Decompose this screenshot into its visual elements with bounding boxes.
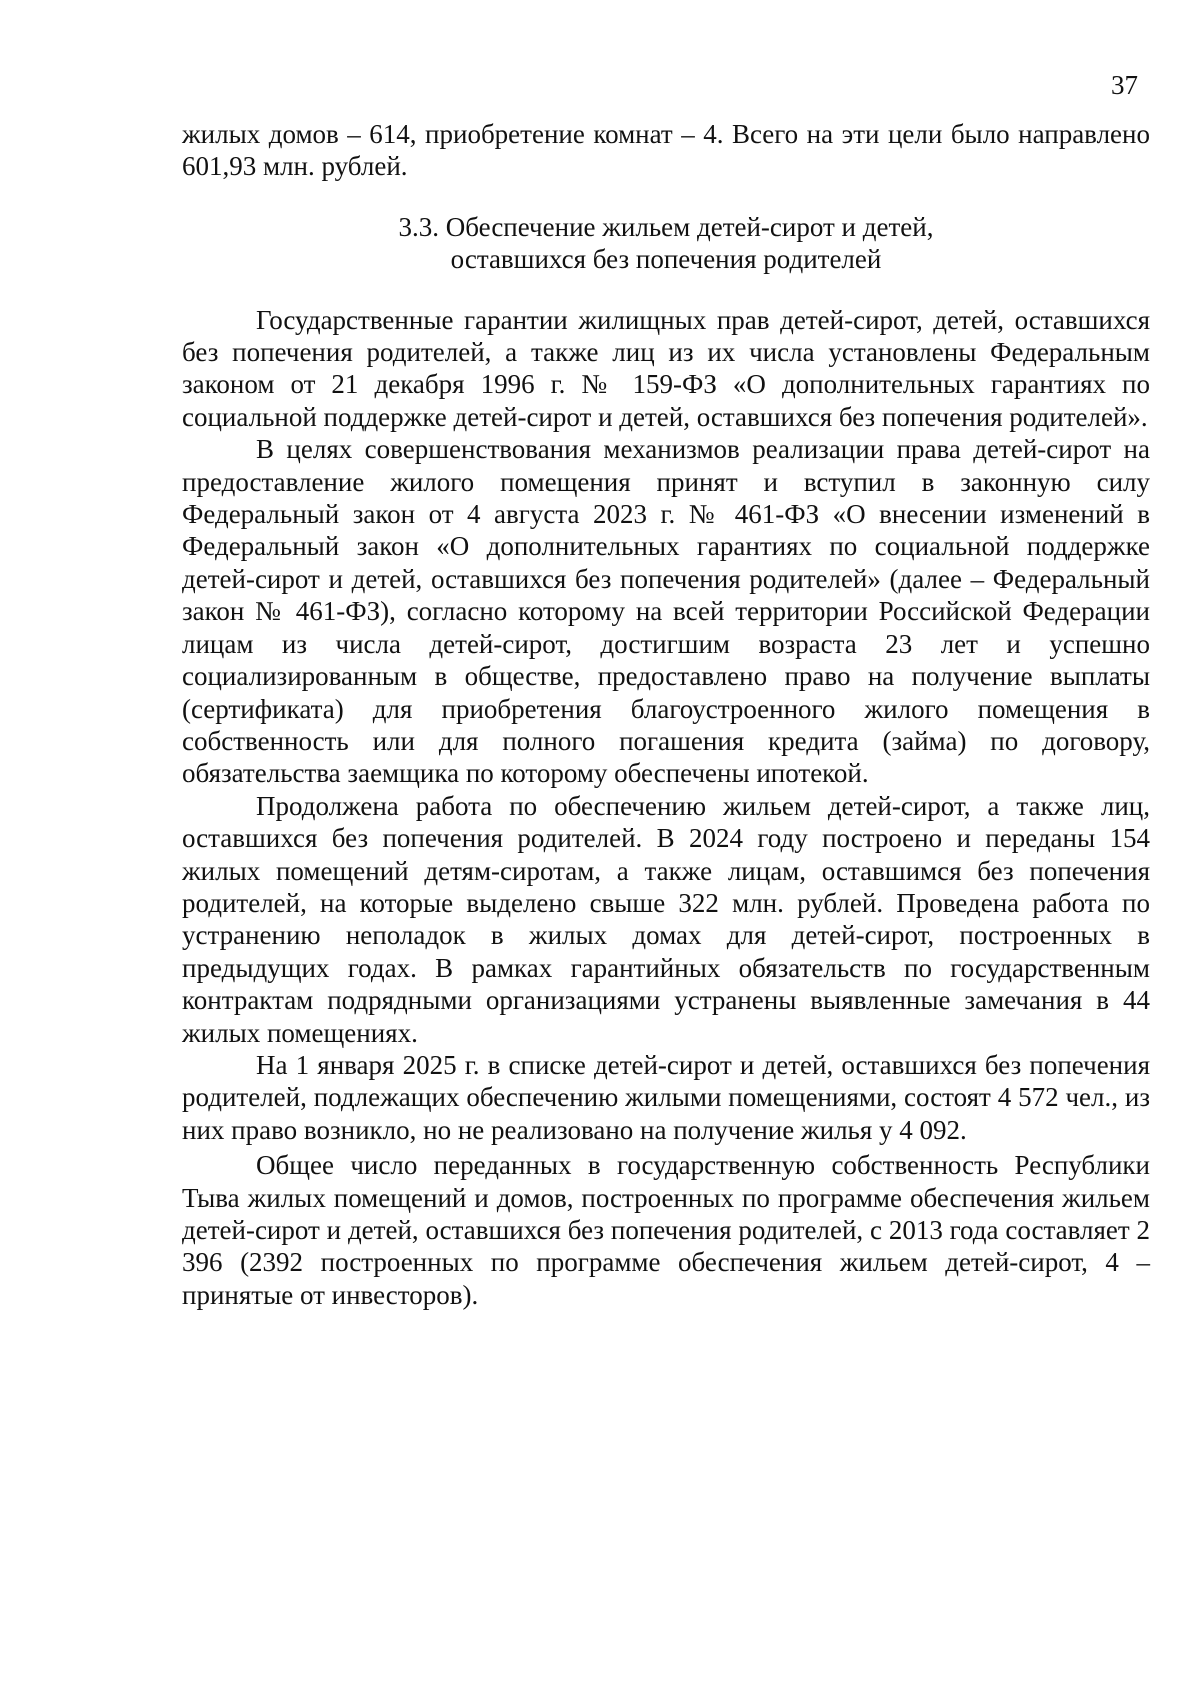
section-heading-line-2: оставшихся без попечения родителей: [450, 244, 882, 275]
intro-paragraph: жилых домов – 614, приобретение комнат – 4. Всего на эти цели было направлено 601,93 млн. рублей.: [182, 119, 1150, 182]
paragraph-housing-2024: Продолжена работа по обеспечению жильем детей-сирот, а также лиц, оставшихся без попечения родителей. В 2024 году построено и переданы 154 жилых помещений детям-сиротам, а также лицам, оставшимся без попечения родителей, на которые выделено свыше 322 млн. рублей. Проведена работа по устранению неполадок в жилых домах для детей-сирот, построенных в предыдущих годах. В рамках гарантийных обязательств по государственным контрактам подрядными организациями устранены выявленные замечания в 44 жилых помещениях.: [182, 790, 1150, 1048]
paragraph-waiting-list: На 1 января 2025 г. в списке детей-сирот и детей, оставшихся без попечения родителей, подлежащих обеспечению жилыми помещениями, состоят 4 572 чел., из них право возникло, но не реализовано на получение жилья у 4 092.: [182, 1049, 1150, 1145]
section-heading-line-1: 3.3. Обеспечение жильем детей-сирот и детей,: [398, 211, 934, 242]
paragraph-total-transferred: Общее число переданных в государственную собственность Республики Тыва жилых помещений и домов, построенных по программе обеспечения жильем детей-сирот и детей, оставшихся без попечения родителей, с 2013 года составляет 2 396 (2392 построенных по программе обеспечения жильем детей-сирот, 4 – принятые от инвесторов).: [182, 1150, 1150, 1310]
page-number: 37: [1111, 70, 1138, 100]
paragraph-guarantees: Государственные гарантии жилищных прав детей-сирот, детей, оставшихся без попечения родителей, а также лиц из их числа установлены Федеральным законом от 21 декабря 1996 г. № 159-ФЗ «О дополнительных гарантиях по социальной поддержке детей-сирот и детей, оставшихся без попечения родителей».: [182, 304, 1150, 432]
document-body: [182, 118, 1150, 1311]
paragraph-federal-law-461: В целях совершенствования механизмов реализации права детей-сирот на предоставление жилого помещения принят и вступил в законную силу Федеральный закон от 4 августа 2023 г. № 461-ФЗ «О внесении изменений в Федеральный закон «О дополнительных гарантиях по социальной поддержке детей-сирот и детей, оставшихся без попечения родителей» (далее – Федеральный закон № 461-ФЗ), согласно которому на всей территории Российской Федерации лицам из числа детей-сирот, достигшим возраста 23 лет и успешно социализированным в обществе, предоставлено право на получение выплаты (сертификата) для приобретения благоустроенного жилого помещения в собственность или для полного погашения кредита (займа) по договору, обязательства заемщика по которому обеспечены ипотекой.: [182, 434, 1150, 789]
section-heading: [182, 211, 1150, 276]
